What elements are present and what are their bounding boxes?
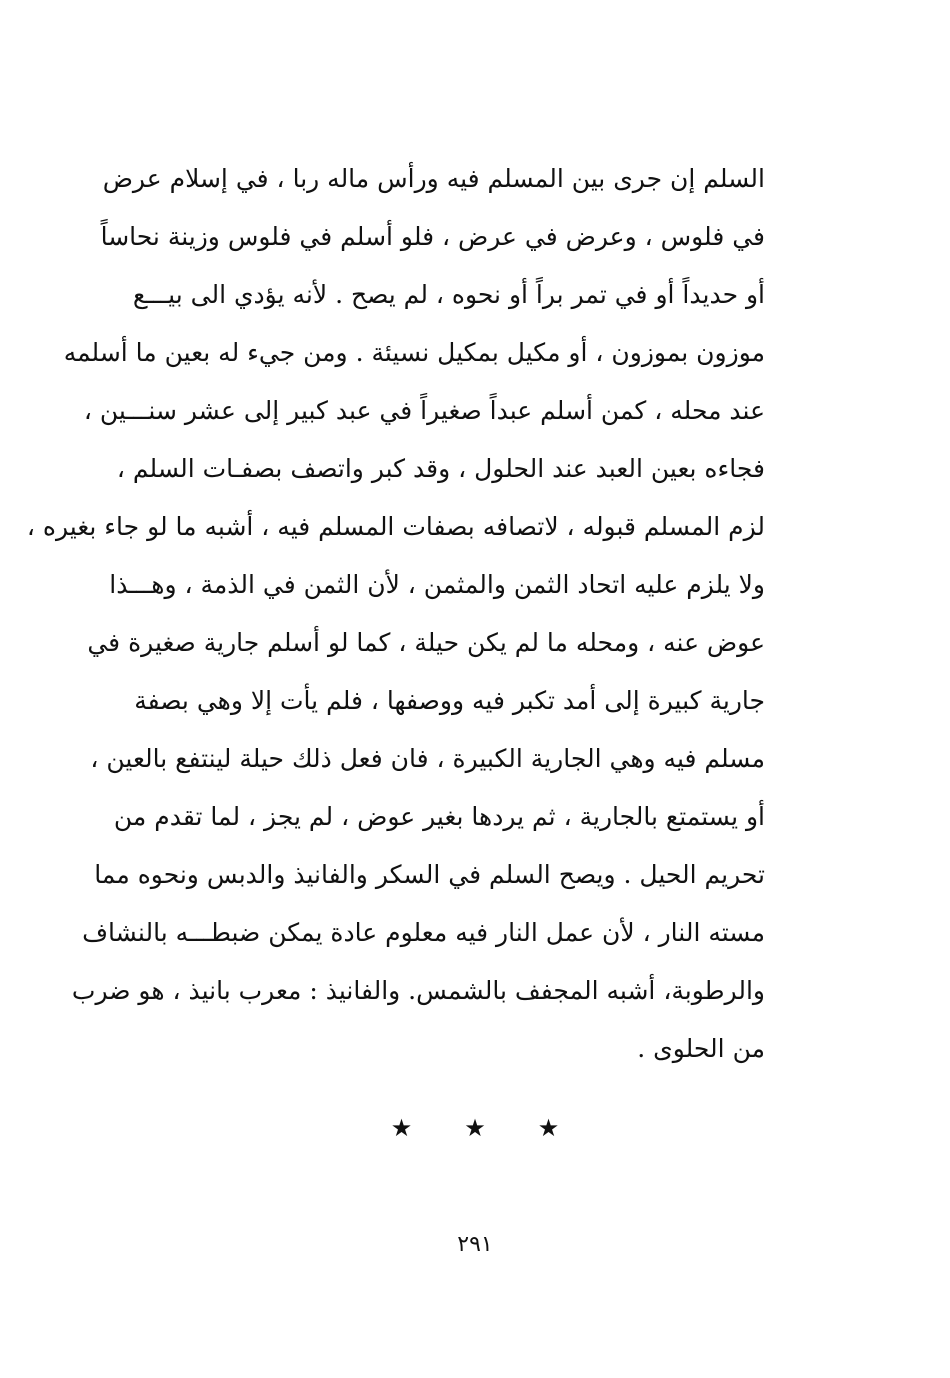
star-icon: ★ (390, 1114, 413, 1142)
star-icon: ★ (464, 1114, 486, 1142)
star-icon: ★ (537, 1114, 560, 1142)
body-text (26, 150, 765, 1078)
text-line: مسلم فيه وهي الجارية الكبيرة ، فان فعل ذلك حيلة لينتفع بالعين ، (90, 744, 765, 773)
text-line: في فلوس ، وعرض في عرض ، فلو أسلم في فلوس وزينة نحاساً (100, 222, 765, 251)
text-line: موزون بموزون ، أو مكيل بمكيل نسيئة . ومن جيء له بعين ما أسلمه (63, 338, 765, 367)
text-line: أو يستمتع بالجارية ، ثم يردها بغير عوض ، لم يجز ، لما تقدم من (113, 802, 765, 831)
page-number: ٢٩١ (457, 1232, 493, 1257)
text-line: لزم المسلم قبوله ، لاتصافه بصفات المسلم فيه ، أشبه ما لو جاء بغيره ، (26, 512, 765, 541)
text-line: تحريم الحيل . ويصح السلم في السكر والفانيذ والدبس ونحوه مما (94, 860, 765, 889)
text-line: أو حديداً أو في تمر براً أو نحوه ، لم يصح . لأنه يؤدي الى بيـــع (132, 280, 765, 309)
text-line: عوض عنه ، ومحله ما لم يكن حيلة ، كما لو أسلم جارية صغيرة في (87, 628, 765, 657)
section-separator (0, 1108, 950, 1148)
text-line: جارية كبيرة إلى أمد تكبر فيه ووصفها ، فلم يأت إلا وهي بصفة (134, 686, 765, 715)
text-line: مسته النار ، لأن عمل النار فيه معلوم عادة يمكن ضبطـــه بالنشاف (82, 918, 765, 947)
text-line: والرطوبة، أشبه المجفف بالشمس. والفانيذ : معرب بانيذ ، هو ضرب (71, 976, 765, 1005)
text-line: السلم إن جرى بين المسلم فيه ورأس ماله ربا ، في إسلام عرض (102, 164, 765, 193)
text-line: عند محله ، كمن أسلم عبداً صغيراً في عبد كبير إلى عشر سنـــين ، (83, 396, 765, 425)
text-line-last: من الحلوى . (637, 1034, 765, 1063)
text-line: فجاءه بعين العبد عند الحلول ، وقد كبر واتصف بصفـات السلم ، (116, 454, 765, 483)
text-line: ولا يلزم عليه اتحاد الثمن والمثمن ، لأن الثمن في الذمة ، وهـــذا (109, 570, 765, 599)
